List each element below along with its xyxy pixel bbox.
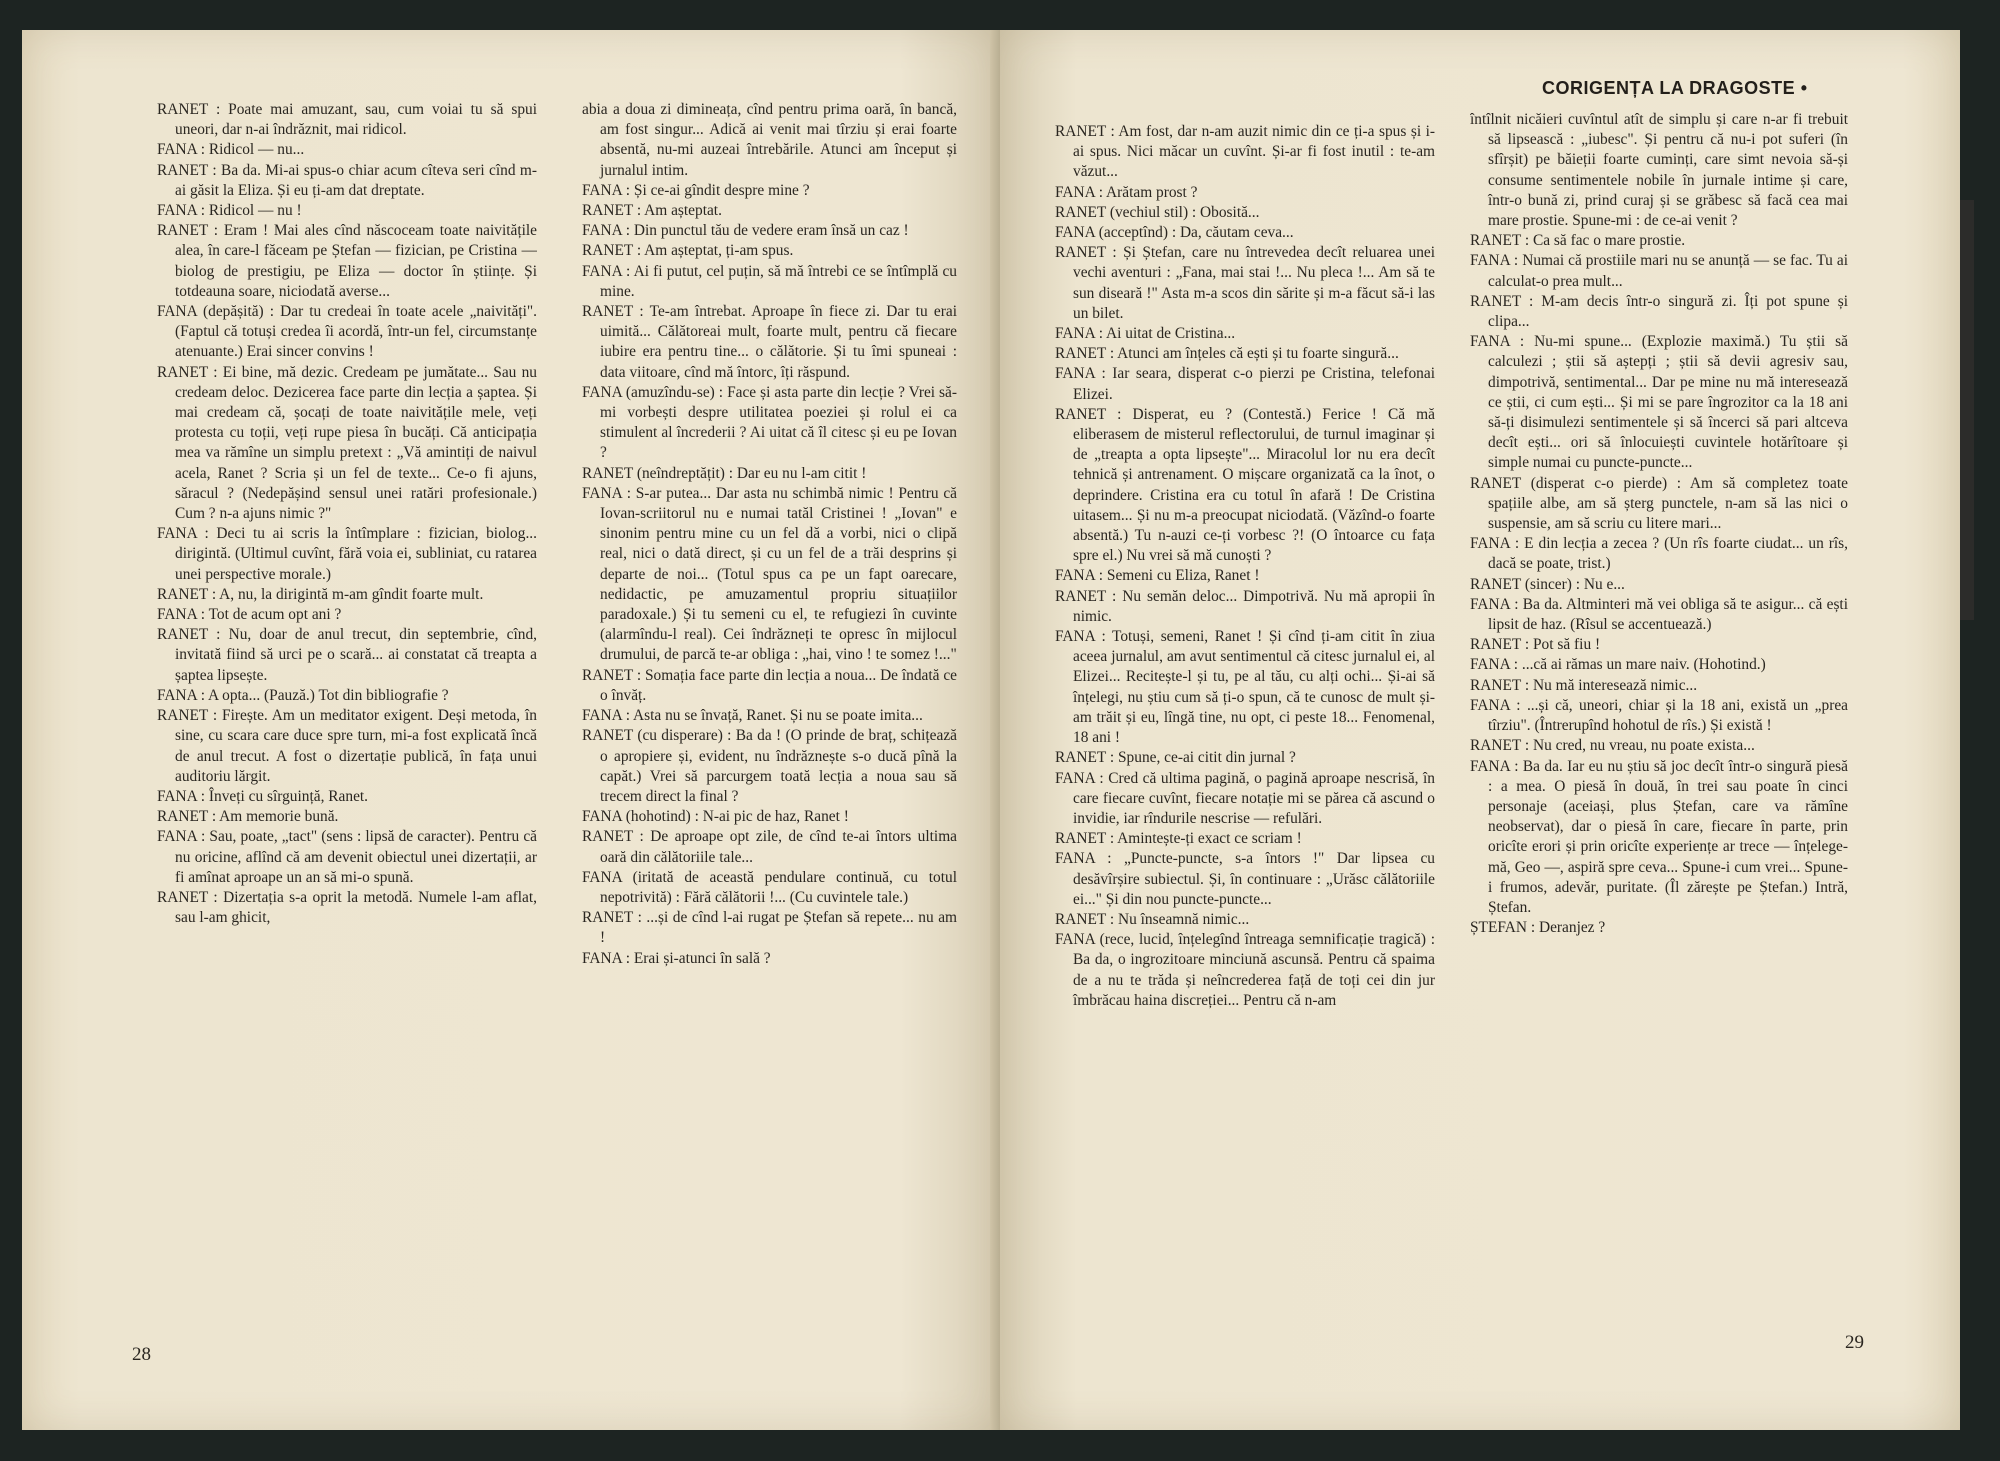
dialogue-paragraph: RANET : Am așteptat.: [582, 202, 722, 220]
dialogue-paragraph: FANA : Ai fi putut, cel puțin, să mă întrebi ce se întîmplă cu mine.: [582, 262, 957, 300]
dialogue-paragraph: FANA (amuzîndu-se) : Face și asta parte din lecție ? Vrei să-mi vorbești despre utilitatea poeziei și rolul ei ca stimulent al încrederii ? Ai uitat că îl citesc și eu pe Iovan ?: [582, 383, 957, 462]
dialogue-paragraph: RANET (sincer) : Nu e...: [1470, 575, 1625, 593]
dialogue-paragraph: RANET : Pot să fiu !: [1470, 636, 1601, 654]
dialogue-paragraph: RANET : Nu înseamnă nimic...: [1055, 910, 1250, 928]
dialogue-paragraph: FANA : Tot de acum opt ani ?: [157, 606, 342, 624]
dialogue-paragraph: RANET : Ba da. Mi-ai spus-o chiar acum cîteva seri cînd m-ai găsit la Eliza. Și eu ți-am dat dreptate.: [157, 161, 537, 199]
right-page-column-2: [1470, 110, 1848, 1350]
dialogue-paragraph: RANET : Firește. Am un meditator exigent. Deși metoda, în sine, cu scara care duce spre turn, mi-a fost explicată încă de anul trecut. A fost o dizertație publică, în fața unui auditoriu lărgit.: [157, 707, 537, 785]
dialogue-paragraph: FANA (rece, lucid, înțelegînd întreaga semnificație tragică) : Ba da, o ingrozitoare minciună ascunsă. Pentru că spaima de a nu te trăda și neîncrederea față de toți cei din jur îmbrăcau haina discreției... Pentru că n-am: [1055, 931, 1435, 1009]
dialogue-paragraph: FANA : Cred că ultima pagină, o pagină aproape nescrisă, în care fiecare cuvînt, fiecare notație mi se părea că ascund o invidie, iar rîndurile nescrise — refulări.: [1055, 769, 1435, 827]
dialogue-paragraph: RANET : Nu, doar de anul trecut, din septembrie, cînd, invitată fiind să urci pe o scară... ai constatat că treapta a șaptea lipsește.: [157, 626, 537, 684]
dialogue-paragraph: FANA : S-ar putea... Dar asta nu schimbă nimic ! Pentru că Iovan-scriitorul nu e numai tatăl Cristinei ! „Iovan" e sinonim pentru mine cu un fel dă a vorbi, nici o clipă real, nici o dată direct, și cu un fel de a trăi desprins și departe de noi... (Totul spus ca pe un fapt oarecare, nedidactic, pe amuzamentul propriu situațiilor paradoxale.) Și tu semeni cu el, te refugiezi în cuvinte (alarmîndu-l real). Cei îndrăzneți te opresc în mijlocul drumului, de parcă te-ar obliga : „hai, vino ! te somez !...": [582, 484, 957, 664]
dialogue-paragraph: RANET : Eram ! Mai ales cînd născoceam toate naivitățile alea, în care-l făceam pe Ștefan — fizician, pe Cristina — biolog de prestigiu, pe Eliza — doctor în științe. Și totdeauna soare, niciodată averse...: [157, 222, 537, 300]
left-page: [22, 30, 997, 1430]
dialogue-paragraph: FANA (iritată de această pendulare continuă, cu totul nepotrivită) : Fără călătorii !... (Cu cuvintele tale.): [582, 868, 957, 906]
dialogue-paragraph: FANA : Ridicol — nu !: [157, 202, 302, 220]
dialogue-paragraph: FANA : Semeni cu Eliza, Ranet !: [1055, 567, 1260, 585]
dialogue-paragraph: RANET : De aproape opt zile, de cînd te-ai întors ultima oară din călătoriile tale...: [582, 828, 957, 866]
dialogue-paragraph: RANET (disperat c-o pierde) : Am să completez toate spațiile albe, am să șterg punctele, n-am să las nici o suspensie, am să scriu cu litere mari...: [1470, 474, 1848, 533]
dialogue-paragraph: FANA : ...și că, uneori, chiar și la 18 ani, există un „prea tîrziu". (Întrerupînd hohotul de rîs.) Și există !: [1470, 696, 1848, 735]
running-header-bullet: •: [1800, 78, 1808, 98]
dialogue-paragraph: FANA : A opta... (Pauză.) Tot din bibliografie ?: [157, 686, 449, 704]
dialogue-paragraph: FANA : „Puncte-puncte, s-a întors !" Dar lipsea cu desăvîrșire subiectul. Și, în continuare : „Urăsc călătoriile ei..." Și din nou puncte-puncte...: [1055, 850, 1435, 908]
dialogue-paragraph: FANA : Numai că prostiile mari nu se anunță — se fac. Tu ai calculat-o prea mult...: [1470, 252, 1848, 290]
dialogue-paragraph: RANET : Poate mai amuzant, sau, cum voiai tu să spui uneori, dar n-ai îndrăznit, mai ridicol.: [157, 101, 537, 139]
dialogue-paragraph: FANA : Și ce-ai gîndit despre mine ?: [582, 181, 810, 199]
dialogue-paragraph: FANA : Ba da. Iar eu nu știu să joc decît într-o singură piesă : a mea. O piesă în două, în trei sau poate în cinci personaje (aceiași, plus Ștefan, care va rămîne neobservat), dar o piesă în care, fiecare în parte, prin oricîte erori și prin oricîte experiențe ar trece — înțelege-mă, Geo —, aspiră spre ceva... Spune-i cum vrei... Spune-i frumos, adevăr, puritate. (Îl zărește pe Ștefan.) Intră, Ștefan.: [1470, 757, 1848, 916]
dialogue-paragraph: abia a doua zi dimineața, cînd pentru prima oară, în bancă, am fost singur... Adică ai venit mai tîrziu și erai foarte absentă, nu-mi auzeai întrebările. Atunci am început și jurnalul intim.: [582, 101, 957, 179]
dialogue-paragraph: RANET : Disperat, eu ? (Contestă.) Ferice ! Că mă eliberasem de misterul reflectorului, de turnul imaginar și de „treapta a opta lipsește"... Miracolul lor nu era decît tehnică și antrenament. O mișcare organizată ca la înot, o deprindere. Cristina era cu totul în afară ! De Cristina uitasem... Și nu m-a preocupat niciodată. (Văzînd-o foarte absentă.) Tu n-auzi ce-ți vorbesc ?! (O întoarce cu fața spre el.) Nu vrei să mă cunoști ?: [1055, 405, 1435, 565]
dialogue-paragraph: RANET : Și Ștefan, care nu întrevedea decît reluarea unei vechi aventuri : „Fana, mai stai !... Nu pleca !... Am să te sun diseară !" Asta m-a scos din sărite și m-a făcut să-i las un bilet.: [1055, 244, 1435, 322]
dialogue-paragraph: RANET : Te-am întrebat. Aproape în fiece zi. Dar tu erai uimită... Călătoreai mult, foarte mult, pentru că fiecare iubire era pentru tine... o călătorie. Și tu îmi spuneai : data viitoare, cînd mă întorc, îți răspund.: [582, 303, 957, 381]
dialogue-paragraph: FANA : ...că ai rămas un mare naiv. (Hohotind.): [1470, 656, 1766, 674]
dialogue-paragraph: RANET : Am memorie bună.: [157, 808, 339, 826]
dialogue-paragraph: RANET : Somația face parte din lecția a noua... De îndată ce o învăț.: [582, 666, 957, 704]
dialogue-paragraph: RANET : Nu cred, nu vreau, nu poate exista...: [1470, 737, 1755, 755]
right-page-column-1: [1055, 122, 1435, 1392]
dialogue-paragraph: RANET : Nu mă interesează nimic...: [1470, 676, 1698, 694]
dialogue-paragraph: FANA (depășită) : Dar tu credeai în toate acele „naivități". (Faptul că totuși credea îi acordă, într-un fel, circumstanțe atenuante.) Erai sincer convins !: [157, 303, 537, 361]
dialogue-paragraph: RANET : A, nu, la dirigintă m-am gîndit foarte mult.: [157, 585, 484, 603]
dialogue-paragraph: FANA : Ba da. Altminteri mă vei obliga să te asigur... că ești lipsit de haz. (Rîsul se accentuează.): [1470, 595, 1848, 634]
dialogue-paragraph: FANA : E din lecția a zecea ? (Un rîs foarte ciudat... un rîs, dacă se poate, trist.): [1470, 535, 1848, 573]
dialogue-paragraph: FANA : Nu-mi spune... (Explozie maximă.) Tu știi să calculezi ; știi să aștepți ; știi să devii agresiv sau, dimpotrivă, sentimental... Dar pe mine nu mă interesează ce știi, ci cum ești... Și mi se pare îngrozitor ca la 18 ani să-ți disimulezi sentimentele și să încerci să pari altceva decît ești... ori să înlocuiești cuvintele hotărîtoare și simple numai cu puncte-puncte...: [1470, 333, 1848, 472]
open-book: [22, 30, 1982, 1430]
dialogue-paragraph: RANET : Am așteptat, ți-am spus.: [582, 242, 794, 260]
dialogue-paragraph: RANET : Am fost, dar n-am auzit nimic din ce ți-a spus și i-ai spus. Nici măcar un cuvînt. Și-ar fi fost inutil : te-am văzut...: [1055, 123, 1435, 181]
dialogue-paragraph: RANET : Amintește-ți exact ce scriam !: [1055, 830, 1302, 848]
dialogue-paragraph: FANA : Sau, poate, „tact" (sens : lipsă de caracter). Pentru că nu oricine, aflînd că am devenit obiectul unei dizertații, ar fi amînat aproape un an să mi-o spună.: [157, 828, 537, 886]
dialogue-paragraph: ȘTEFAN : Deranjez ?: [1470, 919, 1606, 937]
dialogue-paragraph: FANA : Deci tu ai scris la întîmplare : fizician, biolog... dirigintă. (Ultimul cuvînt, fără voia ei, subliniat, cu ratarea unei perspective morale.): [157, 525, 537, 583]
dialogue-paragraph: FANA (acceptînd) : Da, căutam ceva...: [1055, 224, 1294, 242]
dialogue-paragraph: FANA : Iar seara, disperat c-o pierzi pe Cristina, telefonai Elizei.: [1055, 365, 1435, 403]
dialogue-paragraph: întîlnit nicăieri cuvîntul atît de simplu și care n-ar fi trebuit să lipsească : „iubesc". Și pentru că nu-i pot suferi (în sfîrșit) pe băieții foarte cuminți, care simt nevoia să-și consume sentimentele nobile în jurnale intime și care, într-o bună zi, prind curaj și se grăbesc să facă cea mai mare prostie. Spune-mi : de ce-ai venit ?: [1470, 111, 1848, 230]
dialogue-paragraph: FANA : Asta nu se învață, Ranet. Și nu se poate imita...: [582, 707, 923, 725]
dialogue-paragraph: RANET : Ca să fac o mare prostie.: [1470, 232, 1686, 250]
running-header-title: CORIGENȚA LA DRAGOSTE: [1542, 78, 1796, 98]
dialogue-paragraph: RANET : ...și de cînd l-ai rugat pe Ștefan să repete... nu am !: [582, 909, 957, 947]
dialogue-paragraph: RANET : Atunci am înțeles că ești și tu foarte singură...: [1055, 345, 1399, 363]
dialogue-paragraph: RANET : Nu semăn deloc... Dimpotrivă. Nu mă apropii în nimic.: [1055, 587, 1435, 625]
left-page-column-1: [157, 100, 537, 1330]
running-header: [1542, 78, 1808, 99]
dialogue-paragraph: RANET (neîndreptățit) : Dar eu nu l-am citit !: [582, 464, 867, 482]
dialogue-paragraph: RANET : M-am decis într-o singură zi. Îți pot spune și clipa...: [1470, 292, 1848, 331]
page-edge-mark: [1960, 200, 1974, 620]
page-number-left: 28: [132, 1344, 151, 1365]
dialogue-paragraph: FANA : Totuși, semeni, Ranet ! Și cînd ți-am citit în ziua aceea jurnalul, am avut sentimentul că citesc jurnalul ei, al Elizei... Recitește-l și tu, pe al tău, cu alți ochi... Și-ai să înțelegi, nu știu cum să ți-o spun, că te cunosc de mult și-am trăit și eu, lîngă tine, nu opt, ci peste 18... Fenomenal, 18 ani !: [1055, 628, 1435, 747]
dialogue-paragraph: RANET : Dizertația s-a oprit la metodă. Numele l-am aflat, sau l-am ghicit,: [157, 888, 537, 927]
dialogue-paragraph: FANA : Erai și-atunci în sală ?: [582, 949, 771, 967]
dialogue-paragraph: FANA : Ridicol — nu...: [157, 141, 305, 159]
dialogue-paragraph: FANA : Din punctul tău de vedere eram însă un caz !: [582, 222, 909, 240]
page-number-right: 29: [1845, 1332, 1864, 1353]
right-page: [1000, 30, 1960, 1430]
dialogue-paragraph: RANET : Ei bine, mă dezic. Credeam pe jumătate... Sau nu credeam deloc. Dezicerea face parte din lecția a șaptea. Și mai credeam că, șocați de toate naivitățile mele, veți protesta cu toții, veți rupe piesa în bucăți. Că anticipația mea va rămîne un simplu pretext : „Vă amintiți de naivul acela, Ranet ? Scria și un fel de texte... Ce-o fi ajuns, săracul ? (Nedepășind sensul unei ratări profesionale.) Cum ? n-a ajuns nimic ?": [157, 363, 537, 523]
dialogue-paragraph: FANA : Înveți cu sîrguință, Ranet.: [157, 787, 369, 805]
left-page-column-2: [582, 100, 957, 1370]
dialogue-paragraph: FANA : Ai uitat de Cristina...: [1055, 325, 1236, 343]
dialogue-paragraph: RANET (cu disperare) : Ba da ! (O prinde de braț, schițează o apropiere și, evident, nu îndrăznește s-o ducă pînă la capăt.) Vrei să parcurgem toată lecția a noua sau să trecem direct la final ?: [582, 727, 957, 805]
dialogue-paragraph: RANET (vechiul stil) : Obosită...: [1055, 203, 1260, 221]
dialogue-paragraph: FANA (hohotind) : N-ai pic de haz, Ranet !: [582, 808, 849, 826]
dialogue-paragraph: RANET : Spune, ce-ai citit din jurnal ?: [1055, 749, 1296, 767]
dialogue-paragraph: FANA : Arătam prost ?: [1055, 183, 1198, 201]
